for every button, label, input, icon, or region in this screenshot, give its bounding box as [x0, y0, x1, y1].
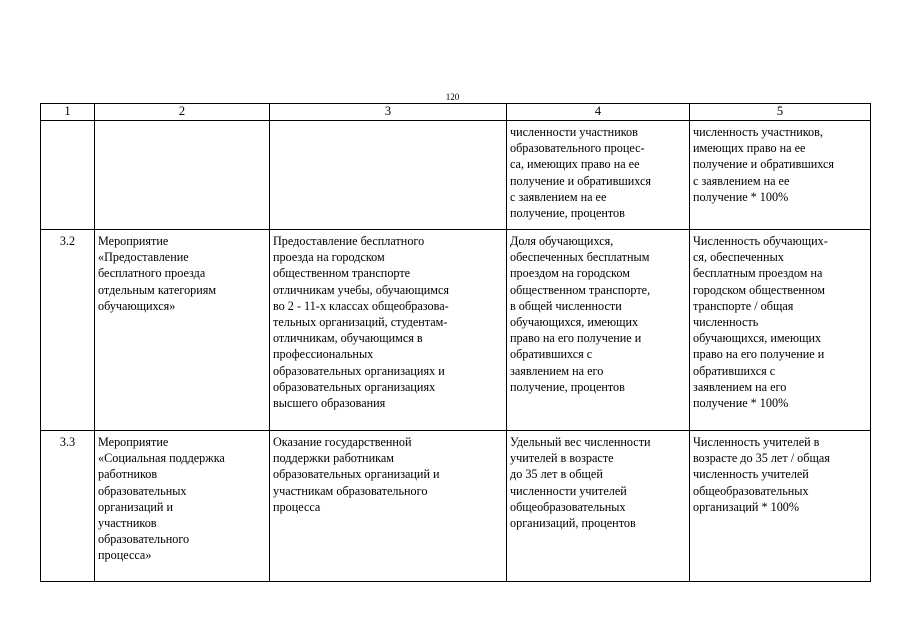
cell-event-name — [95, 121, 270, 230]
page-number: 120 — [445, 92, 460, 102]
cell-formula: Численность учителей в возрасте до 35 лет / общая численность учителей общеобразовательных организаций * 100% — [690, 431, 871, 582]
cell-event-content — [270, 121, 507, 230]
cell-indicator: Доля обучающихся, обеспеченных бесплатным проездом на городском общественном транспорте, в общей численности обучающихся, имеющих право на его получение и обратившихся с заявлением на его получение, процентов — [507, 230, 690, 431]
column-header-4: 4 — [507, 104, 690, 121]
column-header-1: 1 — [41, 104, 95, 121]
cell-event-name: Мероприятие «Предоставление бесплатного проезда отдельным категориям обучающихся» — [95, 230, 270, 431]
cell-number — [41, 121, 95, 230]
table-header-row — [41, 104, 871, 121]
table-row-3-2 — [41, 230, 871, 431]
column-header-3: 3 — [270, 104, 507, 121]
column-header-2: 2 — [95, 104, 270, 121]
cell-indicator: Удельный вес численности учителей в возрасте до 35 лет в общей численности учителей общеобразовательных организаций, процентов — [507, 431, 690, 582]
indicators-table — [40, 103, 871, 582]
cell-event-name: Мероприятие «Социальная поддержка работников образовательных организаций и участников образовательного процесса» — [95, 431, 270, 582]
cell-event-content: Оказание государственной поддержки работникам образовательных организаций и участникам образовательного процесса — [270, 431, 507, 582]
cell-indicator: численности участников образовательного процес- са, имеющих право на ее получение и обратившихся с заявлением на ее получение, процентов — [507, 121, 690, 230]
table-row-continuation — [41, 121, 871, 230]
cell-formula: численность участников, имеющих право на ее получение и обратившихся с заявлением на ее получение * 100% — [690, 121, 871, 230]
column-header-5: 5 — [690, 104, 871, 121]
cell-event-content: Предоставление бесплатного проезда на городском общественном транспорте отличникам учебы, обучающимся во 2 - 11-х классах общеобразова- тельных организаций, студентам- отличникам, обучающимся в профессиональных образовательных организациях и образовательных организациях высшего образования — [270, 230, 507, 431]
cell-number: 3.2 — [41, 230, 95, 431]
cell-number: 3.3 — [41, 431, 95, 582]
cell-formula: Численность обучающих- ся, обеспеченных бесплатным проездом на городском общественном транспорте / общая численность обучающихся, имеющих право на его получение и обратившихся с заявлением на его получение * 100% — [690, 230, 871, 431]
table-row-3-3 — [41, 431, 871, 582]
